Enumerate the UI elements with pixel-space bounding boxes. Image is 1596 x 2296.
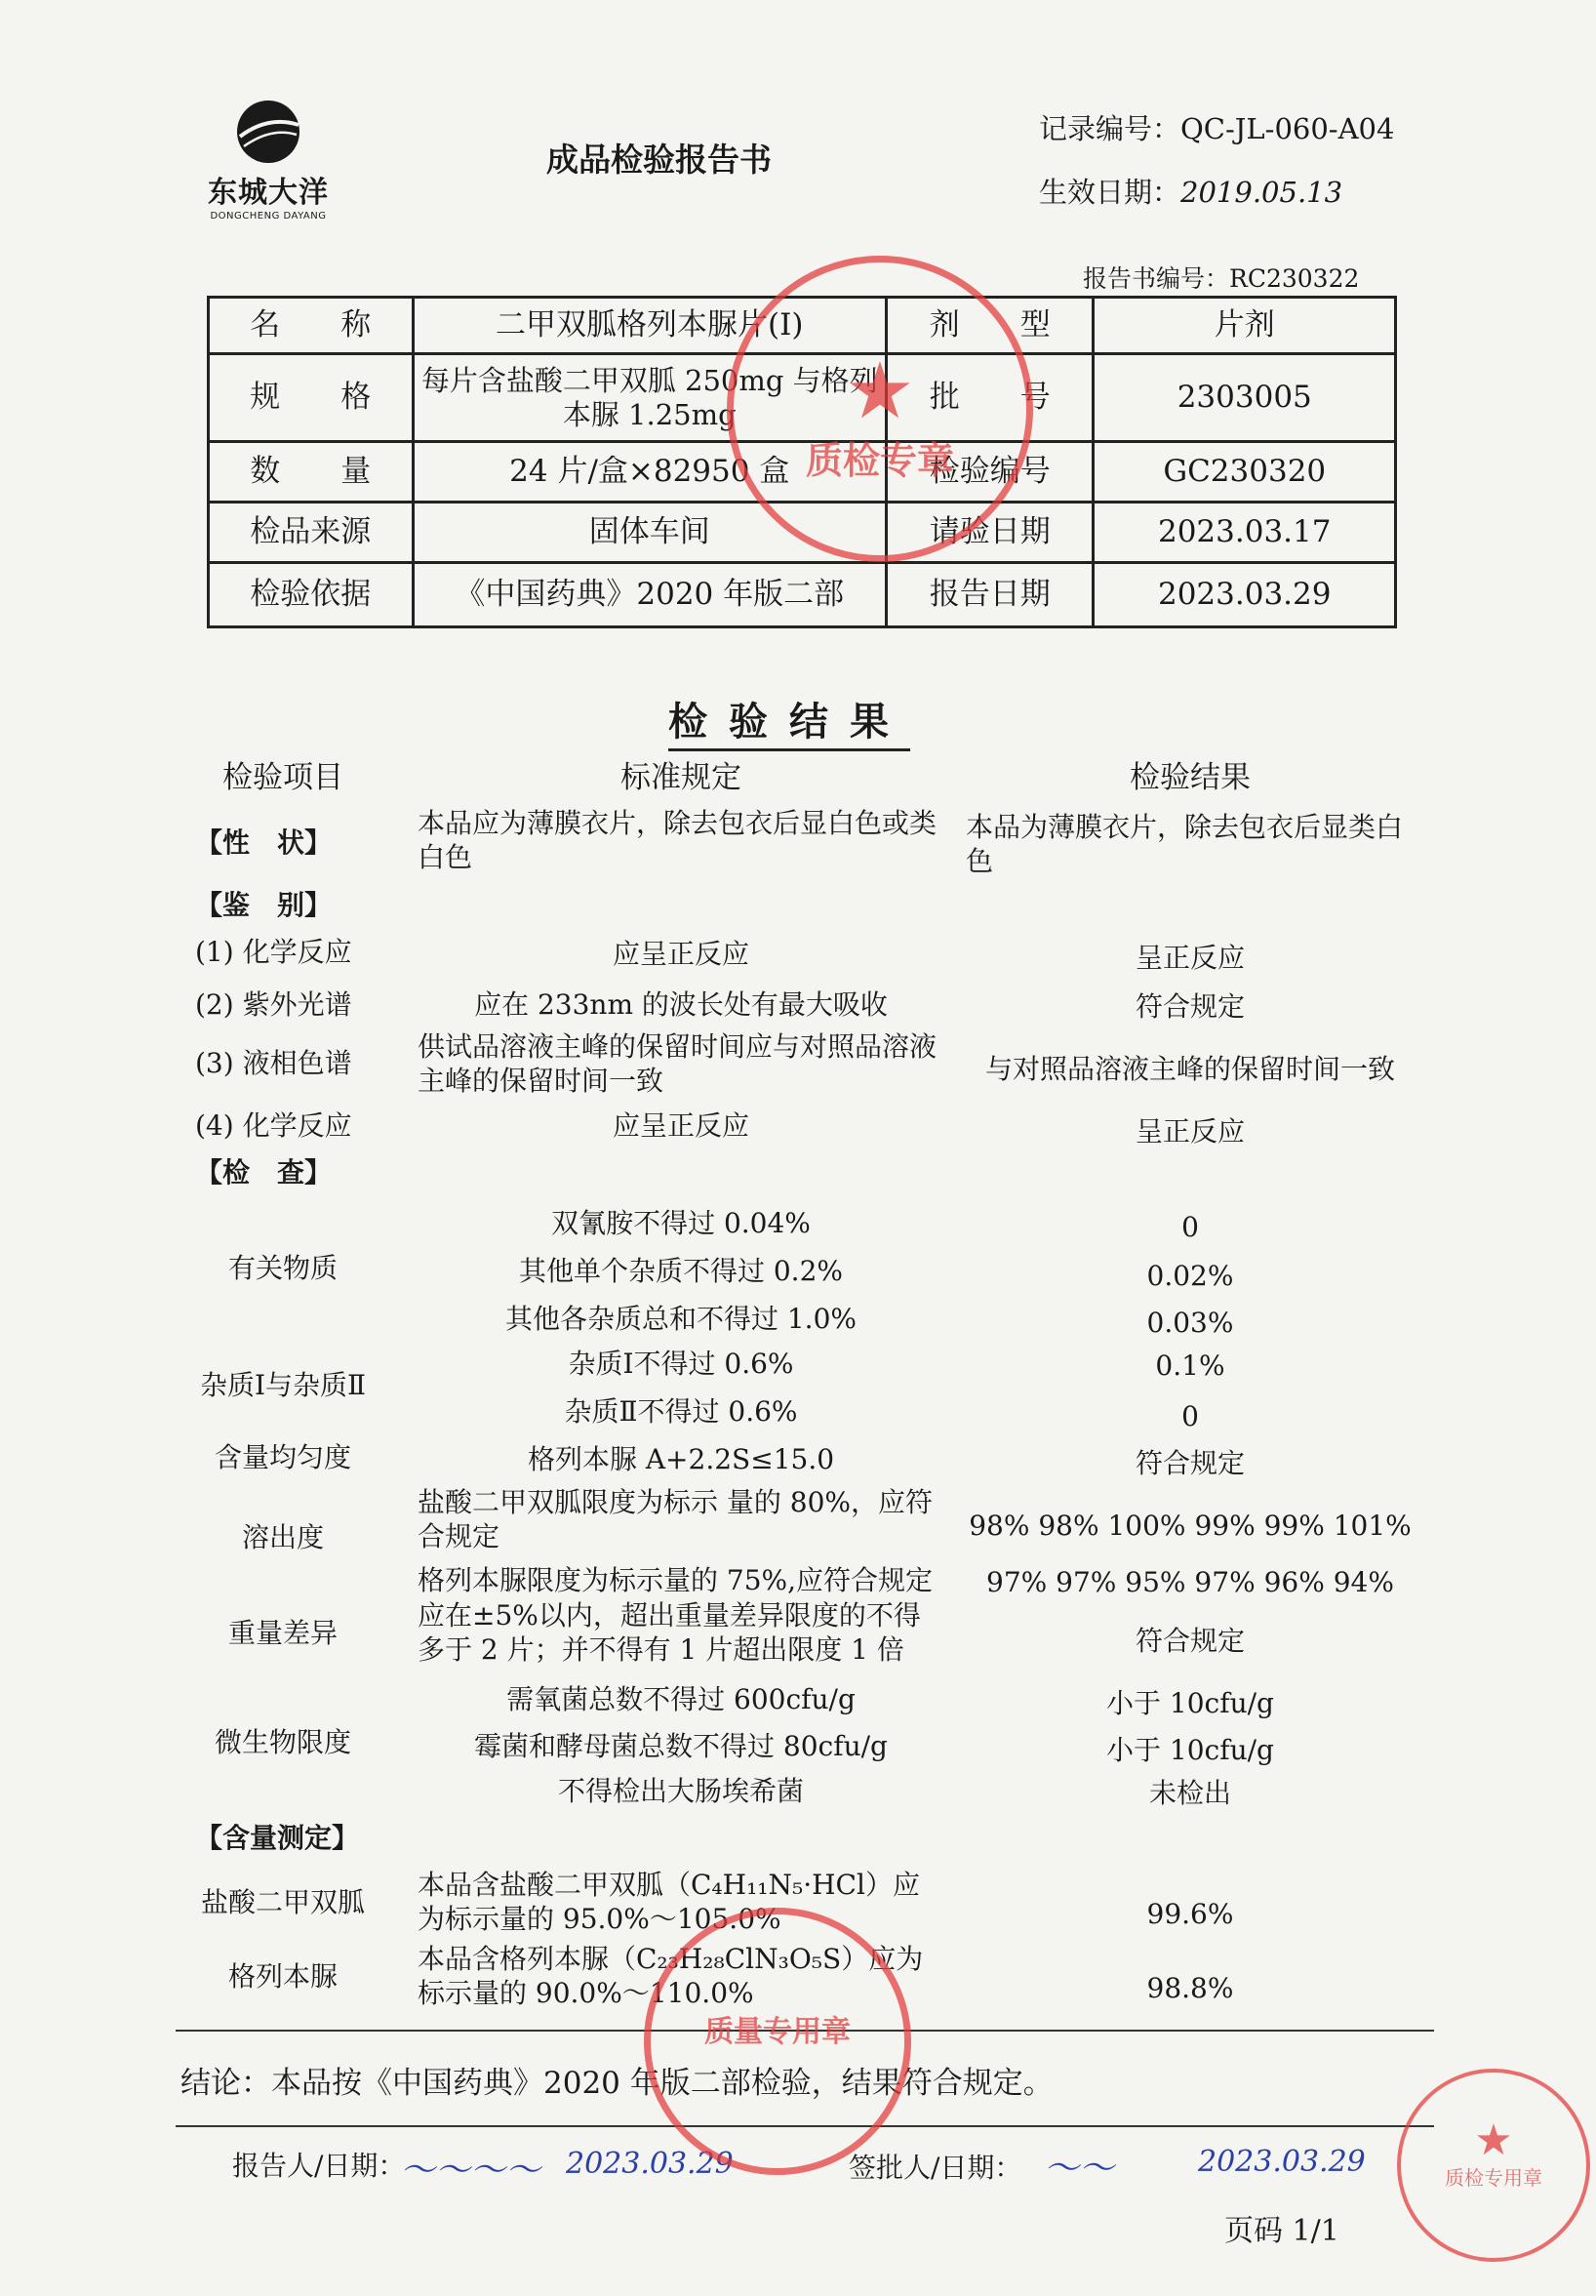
id1-result: 呈正反应 <box>1135 942 1245 974</box>
req-date-label: 请验日期 <box>886 503 1094 563</box>
logo-name-cn: 东城大洋 <box>208 176 329 210</box>
name-label: 名 称 <box>209 298 414 354</box>
weight-variation-result: 符合规定 <box>1135 1625 1245 1657</box>
report-number: 报告书编号：RC230322 <box>1083 264 1360 293</box>
identification-label: 【鉴 别】 <box>195 889 333 921</box>
appearance-standard: 本品应为薄膜衣片，除去包衣后显白色或类白色 <box>418 807 938 873</box>
assay-label: 【含量测定】 <box>195 1822 360 1854</box>
source-value: 固体车间 <box>413 503 886 563</box>
page-number: 页码 1/1 <box>1224 2214 1339 2248</box>
reporter-label: 报告人/日期： <box>232 2150 406 2182</box>
id3-label: (3) 液相色谱 <box>195 1047 352 1079</box>
assay1-result: 99.6% <box>1146 1898 1234 1930</box>
qc-stamp-star-icon: ★ <box>1474 2115 1513 2165</box>
stamp1-text: 质检专章 <box>805 439 954 482</box>
qty-value: 24 片/盒×82950 盒 <box>413 442 886 503</box>
approver-label: 签批人/日期： <box>849 2152 1022 2184</box>
uniformity-label: 含量均匀度 <box>214 1441 351 1473</box>
appearance-label: 【性 状】 <box>195 826 333 859</box>
stamp-star-icon: ★ <box>845 345 915 436</box>
effective-date <box>1039 171 1342 211</box>
micro-res-3: 未检出 <box>1148 1777 1231 1809</box>
form-value: 片剂 <box>1094 298 1396 354</box>
spec-value: 每片含盐酸二甲双胍 250mg 与格列本脲 1.25mg <box>413 354 886 442</box>
id3-result: 与对照品溶液主峰的保留时间一致 <box>984 1053 1395 1085</box>
assay2-standard: 本品含格列本脲（C₂₃H₂₈ClN₃O₅S）应为标示量的 90.0%～110.0% <box>418 1943 924 2009</box>
qty-label: 数 量 <box>209 442 414 503</box>
basis-label: 检验依据 <box>209 563 414 627</box>
reporter-date: 2023.03.29 <box>566 2147 734 2181</box>
effective-label: 生效日期： <box>1039 176 1181 209</box>
name-value: 二甲双胍格列本脲片(Ⅰ) <box>413 298 886 354</box>
stamp3-text: 质检专用章 <box>1445 2166 1542 2190</box>
test-no-value: GC230320 <box>1094 442 1396 503</box>
weight-variation-standard: 应在±5%以内，超出重量差异限度的不得多于 2 片；并不得有 1 片超出限度 1 倍 <box>418 1599 921 1666</box>
impurity-std-1: 杂质Ⅰ不得过 0.6% <box>568 1348 794 1380</box>
id4-standard: 应呈正反应 <box>612 1109 749 1142</box>
related-substances-label: 有关物质 <box>227 1252 338 1284</box>
micro-res-2: 小于 10cfu/g <box>1106 1734 1274 1766</box>
appearance-result: 本品为薄膜衣片，除去包衣后显类白色 <box>966 811 1404 877</box>
col-header-result: 检验结果 <box>1130 760 1251 795</box>
effective-value: 2019.05.13 <box>1180 176 1343 209</box>
related-res-2: 0.02% <box>1146 1260 1234 1292</box>
col-header-item: 检验项目 <box>222 760 343 795</box>
rep-date-label: 报告日期 <box>886 563 1094 627</box>
related-std-2: 其他单个杂质不得过 0.2% <box>518 1255 844 1287</box>
check-label: 【检 查】 <box>195 1156 333 1188</box>
uniformity-result: 符合规定 <box>1135 1447 1245 1479</box>
approver-signature: 〜〜 <box>1044 2149 1115 2189</box>
source-label: 检品来源 <box>209 503 414 563</box>
related-std-3: 其他各杂质总和不得过 1.0% <box>504 1303 858 1335</box>
id4-label: (4) 化学反应 <box>195 1109 352 1142</box>
company-logo <box>195 98 341 222</box>
quality-dept-stamp <box>644 1908 911 2175</box>
basis-value: 《中国药典》2020 年版二部 <box>413 563 886 627</box>
report-title: 成品检验报告书 <box>546 141 772 179</box>
assay1-standard: 本品含盐酸二甲双胍（C₄H₁₁N₅·HCl）应为标示量的 95.0%～105.0% <box>418 1869 920 1935</box>
dissolution-label: 溶出度 <box>241 1521 324 1553</box>
id4-result: 呈正反应 <box>1135 1115 1245 1148</box>
id1-standard: 应呈正反应 <box>612 938 749 970</box>
qc-stamp <box>1397 2069 1590 2262</box>
impurity-label: 杂质Ⅰ与杂质Ⅱ <box>199 1369 367 1401</box>
rep-date-value: 2023.03.29 <box>1094 563 1396 627</box>
id3-standard: 供试品溶液主峰的保留时间应与对照品溶液主峰的保留时间一致 <box>418 1030 938 1097</box>
reporter-signature: 〜〜〜〜 <box>400 2151 541 2191</box>
dissolution-res-2: 97% 97% 95% 97% 96% 94% <box>986 1566 1394 1598</box>
stamp2-text: 质量专用章 <box>704 2015 851 2049</box>
assay2-label: 格列本脲 <box>227 1960 338 1993</box>
quality-inspection-stamp <box>727 256 1033 562</box>
logo-name-en: DONGCHENG DAYANG <box>210 211 327 222</box>
dissolution-res-1: 98% 98% 100% 99% 99% 101% <box>969 1510 1412 1542</box>
dissolution-std-1: 盐酸二甲双胍限度为标示 量的 80%，应符合规定 <box>418 1486 934 1552</box>
id1-label: (1) 化学反应 <box>195 936 352 968</box>
related-res-1: 0 <box>1181 1211 1199 1243</box>
weight-variation-label: 重量差异 <box>227 1617 338 1649</box>
micro-std-2: 霉菌和酵母菌总数不得过 80cfu/g <box>474 1730 888 1762</box>
record-number: 记录编号：QC-JL-060-A04 <box>1039 112 1395 145</box>
dissolution-std-2: 格列本脲限度为标示量的 75%,应符合规定 <box>418 1564 934 1596</box>
spec-label: 规 格 <box>209 354 414 442</box>
approver-date: 2023.03.29 <box>1198 2145 1366 2179</box>
micro-std-3: 不得检出大肠埃希菌 <box>557 1775 804 1807</box>
impurity-res-1: 0.1% <box>1155 1349 1225 1382</box>
assay2-result: 98.8% <box>1146 1972 1234 2004</box>
col-header-standard: 标准规定 <box>620 760 741 795</box>
impurity-res-2: 0 <box>1181 1400 1199 1432</box>
micro-std-1: 需氧菌总数不得过 600cfu/g <box>506 1683 856 1715</box>
related-std-1: 双氰胺不得过 0.04% <box>551 1207 811 1239</box>
results-section-title: 检验结果 <box>668 691 910 751</box>
id2-standard: 应在 233nm 的波长处有最大吸收 <box>474 988 888 1021</box>
microbial-label: 微生物限度 <box>214 1726 351 1758</box>
batch-label: 批 号 <box>886 354 1094 442</box>
id2-label: (2) 紫外光谱 <box>195 988 352 1021</box>
assay1-label: 盐酸二甲双胍 <box>200 1886 365 1918</box>
related-res-3: 0.03% <box>1146 1307 1234 1339</box>
form-label: 剂 型 <box>886 298 1094 354</box>
impurity-std-2: 杂质Ⅱ不得过 0.6% <box>564 1395 798 1428</box>
uniformity-standard: 格列本脲 A+2.2S≤15.0 <box>527 1443 835 1475</box>
conclusion: 结论：本品按《中国药典》2020 年版二部检验，结果符合规定。 <box>180 2066 1054 2101</box>
logo-globe-icon <box>234 98 302 166</box>
batch-value: 2303005 <box>1094 354 1396 442</box>
micro-res-1: 小于 10cfu/g <box>1106 1687 1274 1719</box>
test-no-label: 检验编号 <box>886 442 1094 503</box>
req-date-value: 2023.03.17 <box>1094 503 1396 563</box>
id2-result: 符合规定 <box>1135 990 1245 1023</box>
